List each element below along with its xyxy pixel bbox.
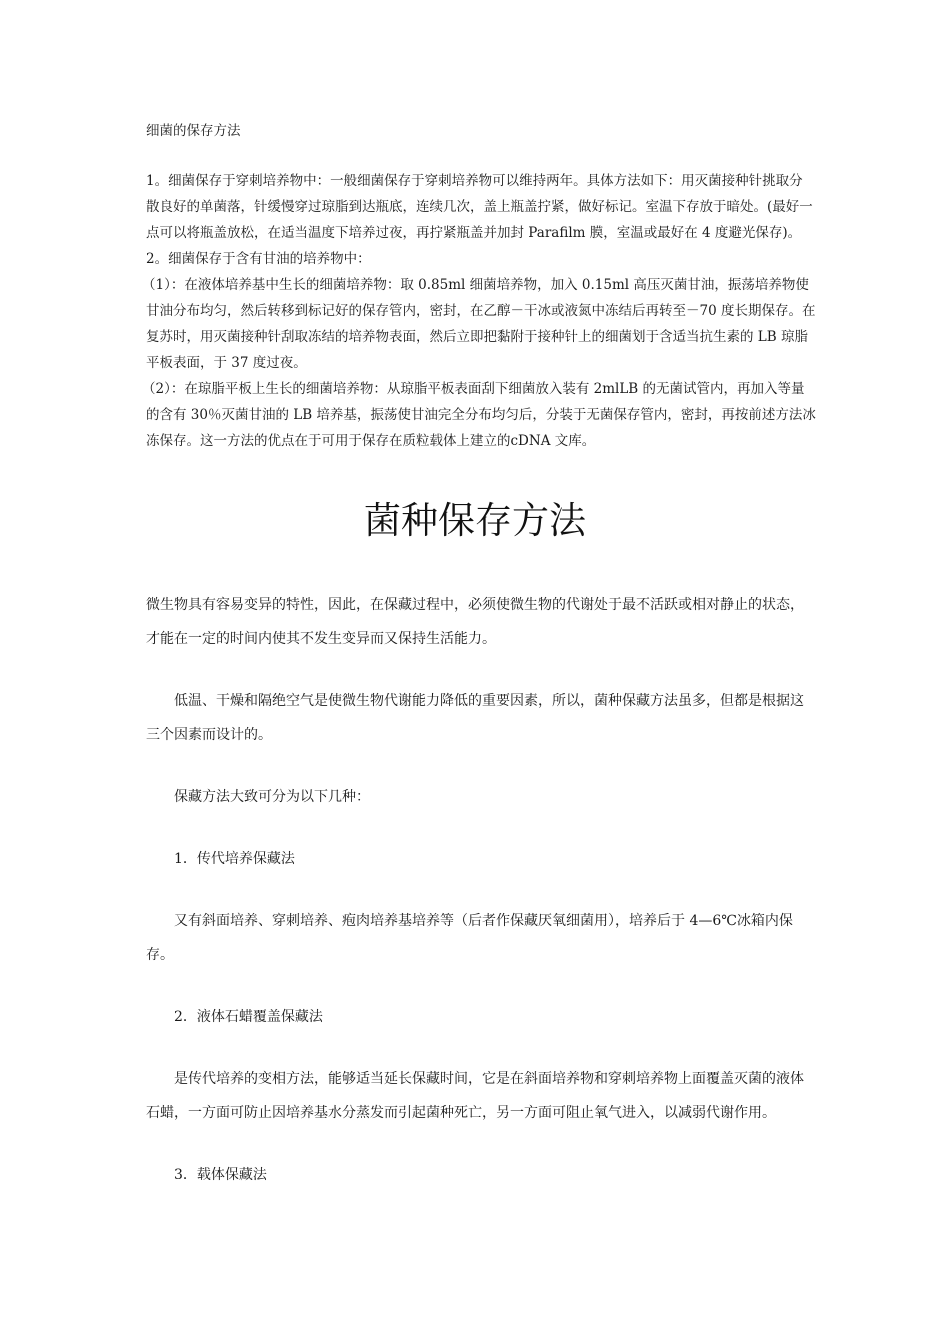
paragraph-paraffin-detail: 是传代培养的变相方法，能够适当延长保藏时间，它是在斜面培养物和穿刺培养物上面覆盖灭菌的液体石蜡，一方面可防止因培养基水分蒸发而引起菌种死亡，另一方面可阻止氧气进入，以减弱代谢作用。 bbox=[146, 1071, 804, 1121]
paragraph-stab-culture: 1。细菌保存于穿刺培养物中：一般细菌保存于穿刺培养物可以维持两年。具体方法如下：用灭菌接种针挑取分散良好的单菌落，针缓慢穿过琼脂到达瓶底，连续几次，盖上瓶盖拧紧，做好标记。室温下存放于暗处。(最好一点可以将瓶盖放松，在适当温度下培养过夜，再拧紧瓶盖并加封 Parafilm 膜，室温或最好在 4 度避光保存)。 bbox=[146, 173, 813, 241]
paragraph-intro: 微生物具有容易变异的特性，因此，在保藏过程中，必须使微生物的代谢处于最不活跃或相对静止的状态，才能在一定的时间内使其不发生变异而又保持生活能力。 bbox=[146, 597, 804, 647]
section-heading: 细菌的保存方法 bbox=[146, 123, 241, 139]
paragraph-glycerol-intro: 2。细菌保存于含有甘油的培养物中： bbox=[146, 251, 371, 267]
page-title: 菌种保存方法 bbox=[364, 499, 586, 542]
bacteria-preservation-section bbox=[142, 118, 816, 454]
paragraph-agar-plate-culture: （2）：在琼脂平板上生长的细菌培养物：从琼脂平板表面刮下细菌放入装有 2mlLB 的无菌试管内，再加入等量的含有 30％灭菌甘油的 LB 培养基，振荡使甘油完全分布均匀后，分装于无菌保存管内，密封，再按前述方法冰冻保存。这一方法的优点在于可用于保存在质粒载体上建立的cDNA 文库。 bbox=[142, 381, 816, 449]
list-item-paraffin: 2．液体石蜡覆盖保藏法 bbox=[174, 1009, 323, 1025]
paragraph-methods-lead: 保藏方法大致可分为以下几种： bbox=[174, 789, 370, 805]
list-item-carrier: 3．载体保藏法 bbox=[174, 1167, 267, 1183]
paragraph-liquid-culture: （1）：在液体培养基中生长的细菌培养物：取 0.85ml 细菌培养物，加入 0.15ml 高压灭菌甘油，振荡培养物使甘油分布均匀，然后转移到标记好的保存管内，密封，在乙醇－干冰或液氮中冻结后再转至－70 度长期保存。在复苏时，用灭菌接种针刮取冻结的培养物表面，然后立即把黏附于接种针上的细菌划于含适当抗生素的 LB 琼脂平板表面，于 37 度过夜。 bbox=[142, 277, 816, 371]
paragraph-factors: 低温、干燥和隔绝空气是使微生物代谢能力降低的重要因素，所以，菌种保藏方法虽多，但都是根据这三个因素而设计的。 bbox=[146, 693, 804, 743]
list-item-subculture: 1．传代培养保藏法 bbox=[174, 851, 295, 867]
paragraph-subculture-detail: 又有斜面培养、穿刺培养、疱肉培养基培养等（后者作保藏厌氧细菌用），培养后于 4—6℃冰箱内保存。 bbox=[146, 913, 793, 963]
strain-preservation-section bbox=[146, 588, 812, 1220]
